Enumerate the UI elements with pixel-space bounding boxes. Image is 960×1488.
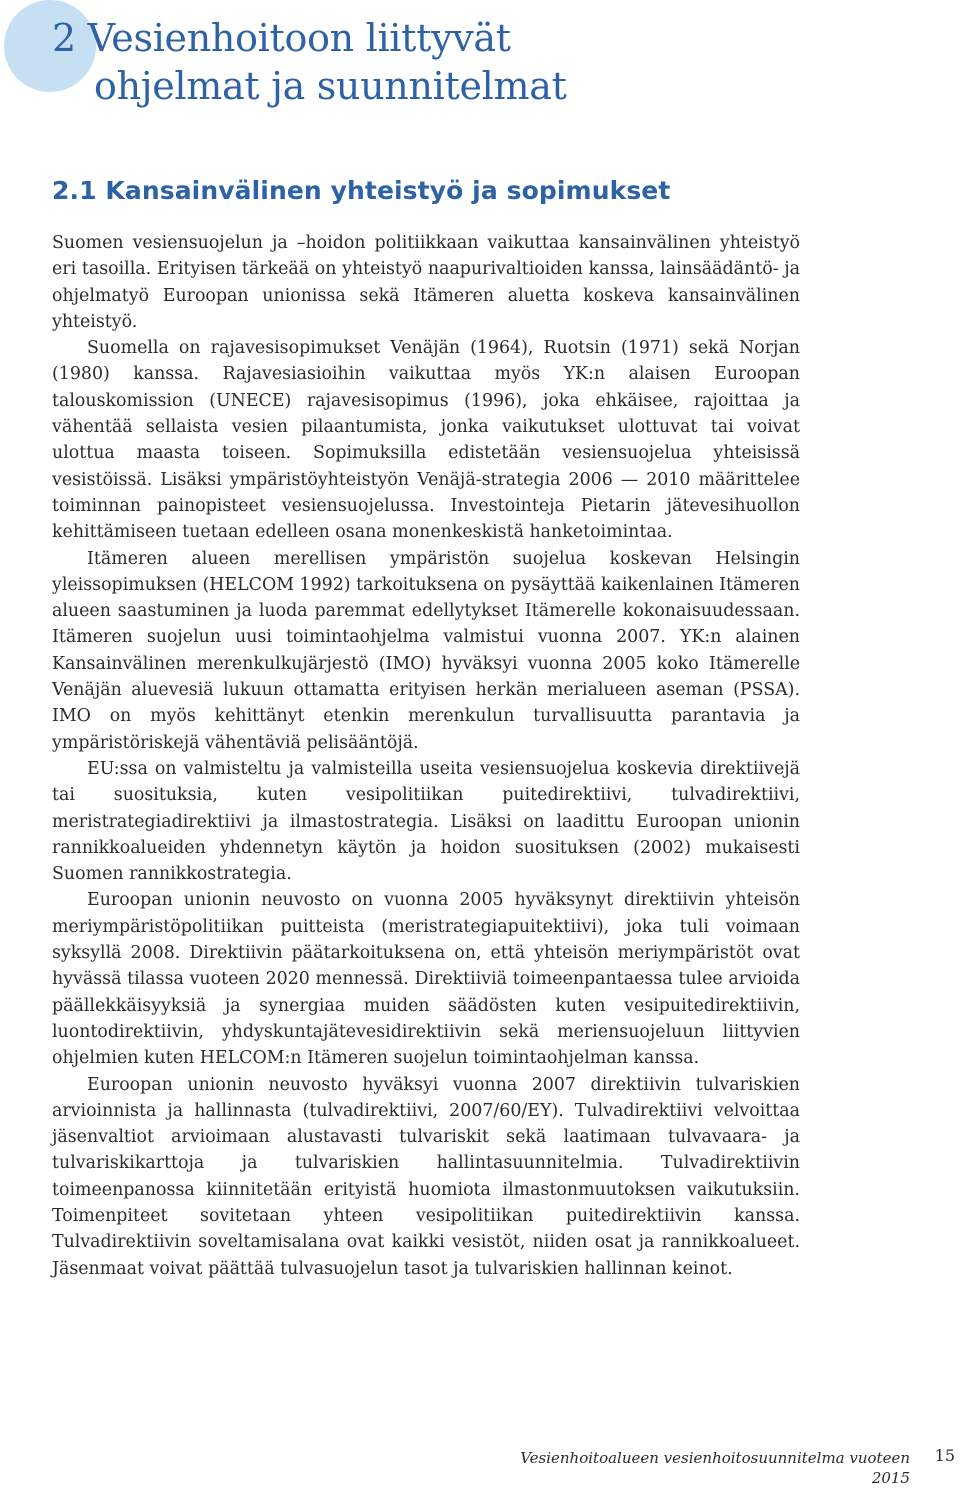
section-heading: 2.1 Kansainvälinen yhteistyö ja sopimukset [52, 176, 671, 205]
paragraph-2: Suomella on rajavesisopimukset Venäjän (1964), Ruotsin (1971) sekä Norjan (1980) kanssa. Rajavesiasioihin vaikuttaa myös YK:n alaisen Euroopan talouskomission (UNECE) rajavesisopimus (1996), joka ehkäisee, rajoittaa ja vähentää sellaista vesien pilaantumista, jonka vaikutukset ulottuvat tai voivat ulottua maasta toiseen. Sopimuksilla edistetään vesiensuojelua yhteisissä vesistöissä. Lisäksi ympäristöyhteistyön Venäjä-strategia 2006 — 2010 määrittelee toiminnan painopisteet vesiensuojelussa. Investointeja Pietarin jätevesihuollon kehittämiseen tuetaan edelleen osana monenkeskistä hanketoimintaa. [52, 338, 800, 543]
paragraph-5: Euroopan unionin neuvosto on vuonna 2005 hyväksynyt direktiivin yhteisön meriympäristöpolitiikan puitteista (meristrategiapuitektiivi), joka tuli voimaan syksyllä 2008. Direktiivin päätarkoituksena on, että yhteisön meriympäristöt ovat hyvässä tilassa vuoteen 2020 mennessä. Direktiiviä toimeenpantaessa tulee arvioida päällekkäisyyksiä ja synergiaa muiden säädösten kuten vesipuitedirektiivin, luontodirektiivin, yhdyskuntajätevesidirektiivin sekä meriensuojeluun liittyvien ohjelmien kuten HELCOM:n Itämeren suojelun toimintaohjelman kanssa. [52, 890, 800, 1069]
chapter-title-line-2: ohjelmat ja suunnitelmat [94, 64, 567, 108]
paragraph-3: Itämeren alueen merellisen ympäristön suojelua koskevan Helsingin yleissopimuksen (HELCOM 1992) tarkoituksena on pysäyttää kaikenlainen Itämeren alueen saastuminen ja luoda paremmat edellytykset Itämerelle kokonaisuudessaan. Itämeren suojelun uusi toimintaohjelma valmistui vuonna 2007. YK:n alainen Kansainvälinen merenkulkujärjestö (IMO) hyväksyi vuonna 2005 koko Itämerelle Venäjän aluevesiä lukuun ottamatta erityisen herkän merialueen aseman (PSSA). IMO on myös kehittänyt etenkin merenkulun turvallisuutta parantavia ja ympäristöriskejä vähentäviä pelisääntöjä. [52, 548, 800, 753]
paragraph-6: Euroopan unionin neuvosto hyväksyi vuonna 2007 direktiivin tulvariskien arvioinnista ja hallinnasta (tulvadirektiivi, 2007/60/EY). Tulvadirektiivi velvoittaa jäsenvaltiot arvioimaan alustavasti tulvariskit sekä laatimaan tulvavaara- ja tulvariskikarttoja ja tulvariskien hallintasuunnitelmia. Tulvadirektiivin toimeenpanossa kiinnitetään erityistä huomiota ilmastonmuutoksen vaikutuksiin. Toimenpiteet sovitetaan yhteen vesipolitiikan puitedirektiivin kanssa. Tulvadirektiivin soveltamisalana ovat kaikki vesistöt, niiden osat ja rannikkoalueet. Jäsenmaat voivat päättää tulvasuojelun tasot ja tulvariskien hallinnan keinot. [52, 1074, 800, 1279]
footer-running-title: Vesienhoitoalueen vesienhoitosuunnitelma vuoteen 2015 [520, 1449, 910, 1487]
chapter-title [52, 14, 912, 110]
chapter-title-line-1: 2 Vesienhoitoon liittyvät [52, 16, 511, 60]
page-number: 15 [934, 1446, 955, 1465]
paragraph-4: EU:ssa on valmisteltu ja valmisteilla useita vesiensuojelua koskevia direktiivejä tai suosituksia, kuten vesipolitiikan puitedirektiivi, tulvadirektiivi, meristrategiadirektiivi ja ilmastostrategia. Lisäksi on laadittu Euroopan unionin rannikkoalueiden yhdennetyn käytön ja hoidon suosituksen (2002) mukaisesti Suomen rannikkostrategia. [52, 758, 800, 885]
body-text [52, 230, 800, 1282]
paragraph-1: Suomen vesiensuojelun ja –hoidon politiikkaan vaikuttaa kansainvälinen yhteistyö eri tasoilla. Erityisen tärkeää on yhteistyö naapurivaltioiden kanssa, lainsäädäntö- ja ohjelmatyö Euroopan unionissa sekä Itämeren aluetta koskeva kansainvälinen yhteistyö. [52, 233, 800, 332]
